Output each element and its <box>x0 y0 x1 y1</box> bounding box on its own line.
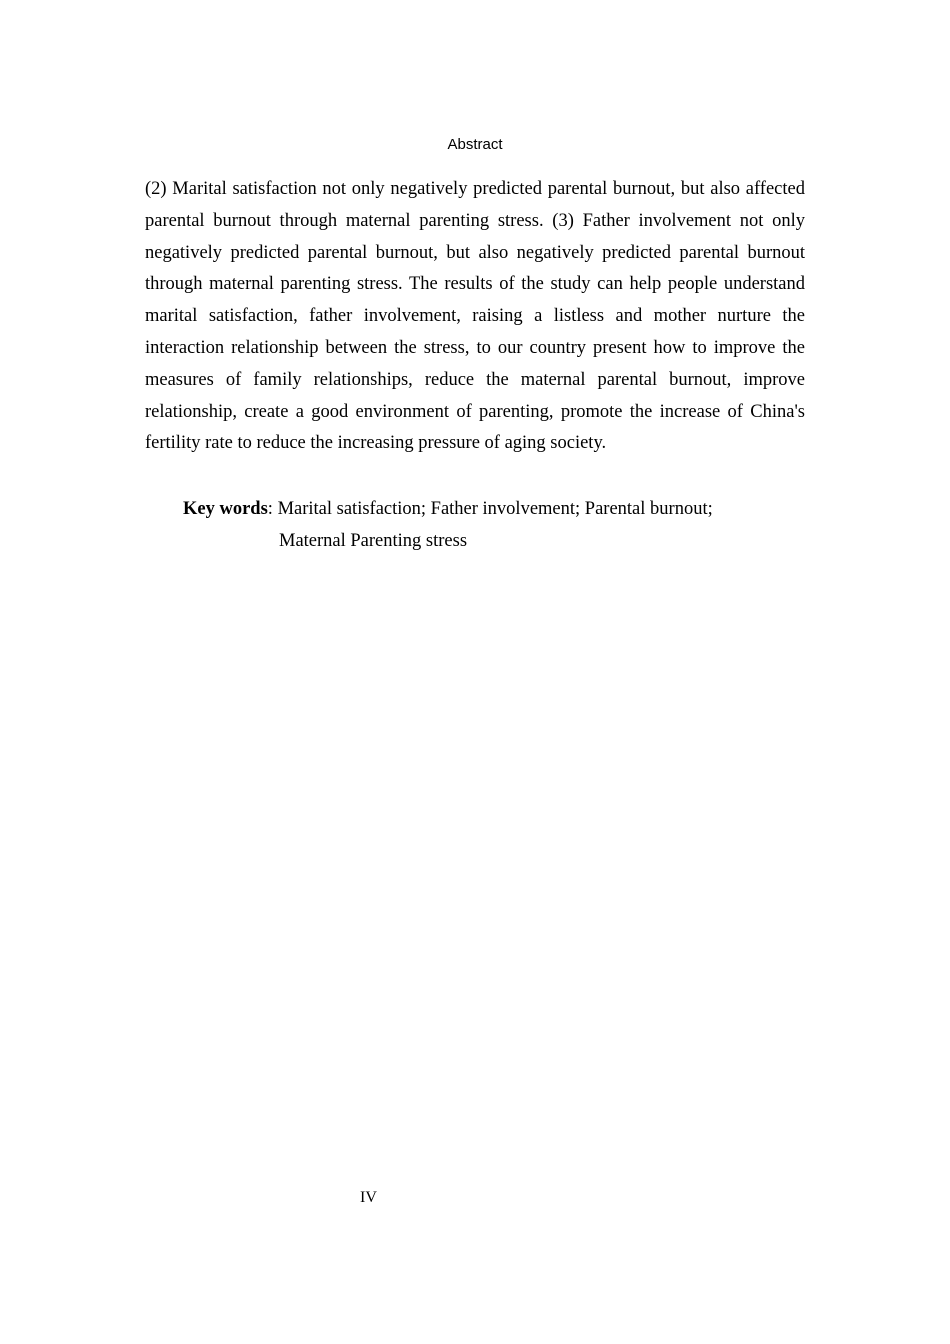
page-header-title: Abstract <box>447 136 503 153</box>
keywords-line-2: Maternal Parenting stress <box>279 531 468 551</box>
page-number: IV <box>360 1189 377 1206</box>
keywords-separator: : <box>267 499 273 519</box>
keywords-block <box>183 493 783 557</box>
keywords-label: Key words <box>183 499 268 519</box>
keywords-line-1 <box>183 493 783 525</box>
keywords-line-1-text: Marital satisfaction; Father involvement; Parental burnout; <box>272 499 713 519</box>
abstract-paragraph: (2) Marital satisfaction not only negatively predicted parental burnout, but also affected parental burnout through maternal parenting stress. (3) Father involvement not only negatively predicted parental burnout, but also negatively predicted parental burnout through maternal parenting stress. The results of the study can help people understand marital satisfaction, father involvement, raising a listless and mother nurture the interaction relationship between the stress, to our country present how to improve the measures of family relationships, reduce the maternal parental burnout, improve relationship, create a good environment of parenting, promote the increase of China's fertility rate to reduce the increasing pressure of aging society. <box>145 179 805 454</box>
